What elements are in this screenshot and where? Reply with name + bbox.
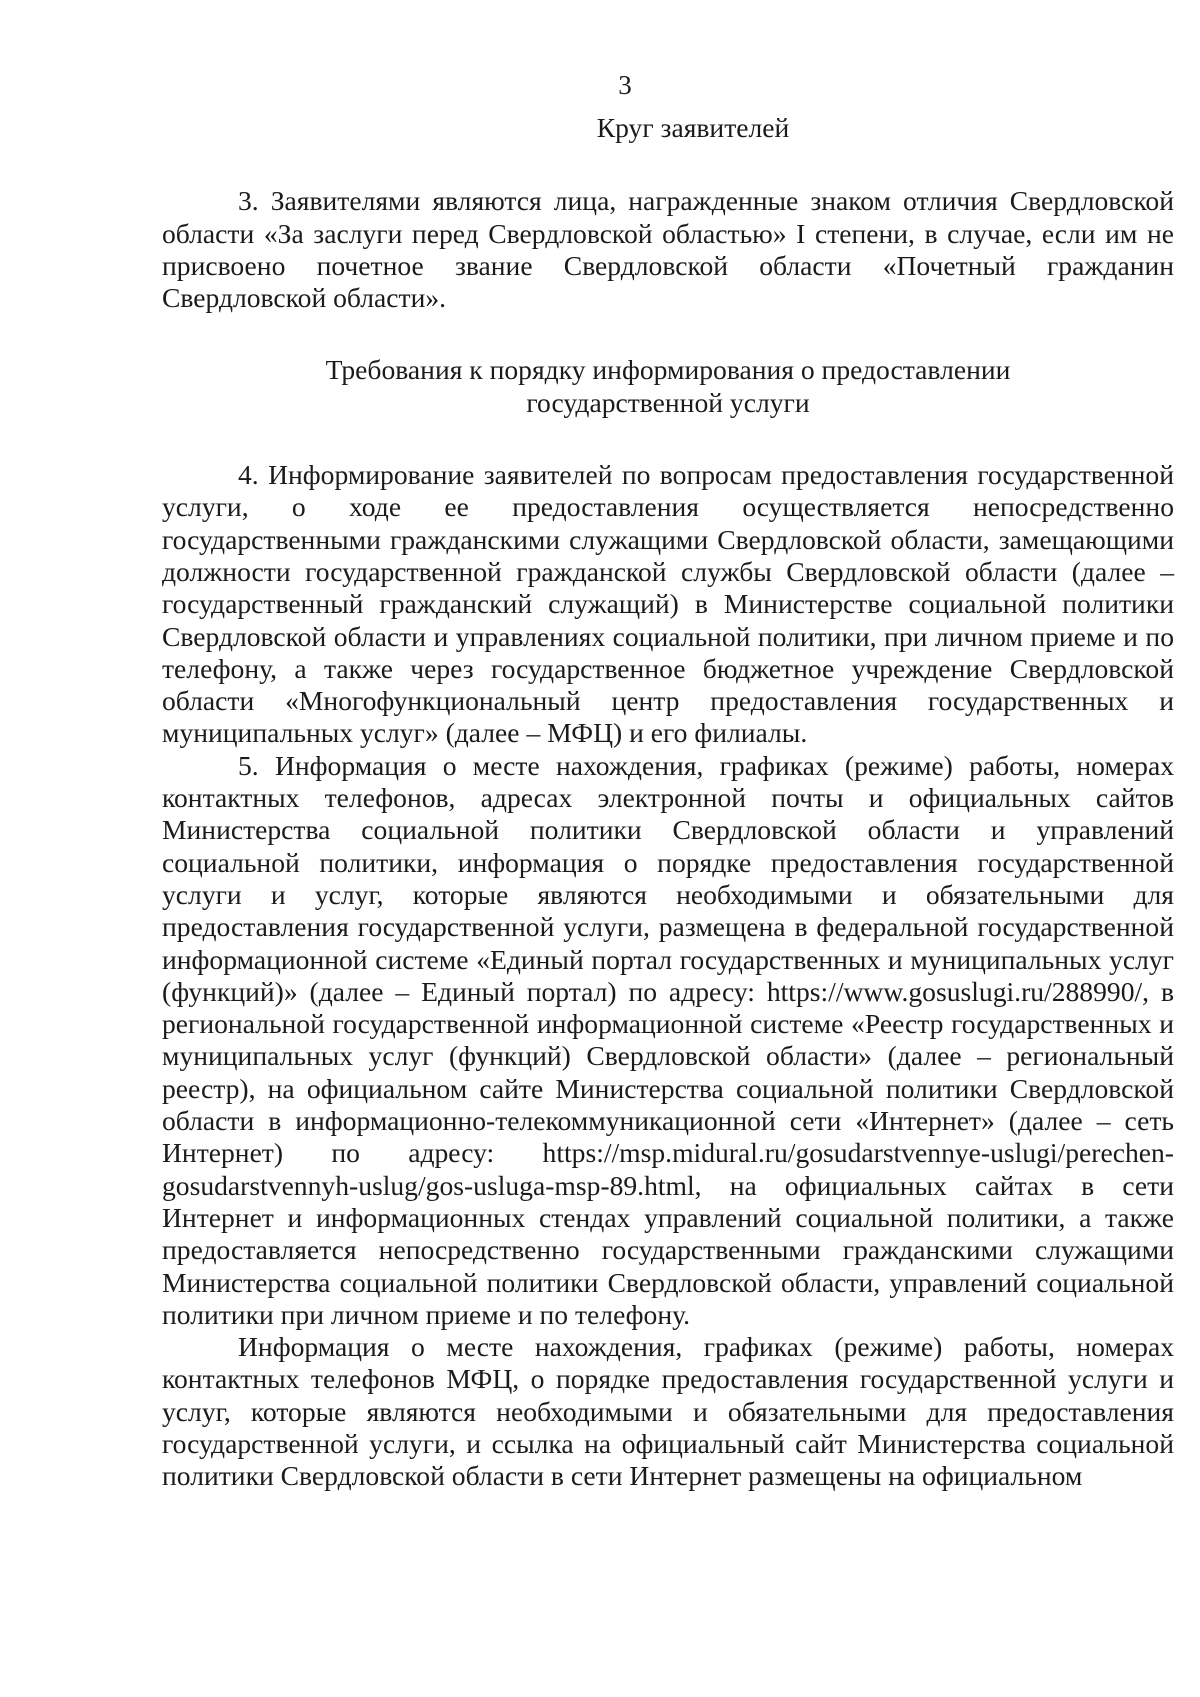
paragraph-4: 4. Информирование заявителей по вопросам предоставления государственной услуги, о ходе ее предоставления осуществляется непосредственно государственными гражданскими служащими Свердловской области, замещающими должности государственной гражданской службы Свердловской области (далее – государственный гражданский служащий) в Министерстве социальной политики Свердловской области и управлениях социальной политики, при личном приеме и по телефону, а также через государственное бюджетное учреждение Свердловской области «Многофункциональный центр предоставления государственных и муниципальных услуг» (далее – МФЦ) и его филиалы. [162,459,1174,749]
paragraph-3: 3. Заявителями являются лица, награжденные знаком отличия Свердловской области «За заслуги перед Свердловской областью» I степени, в случае, если им не присвоено почетное звание Свердловской области «Почетный гражданин Свердловской области». [162,185,1174,314]
section-heading-informing [162,354,1174,419]
paragraph-6: Информация о месте нахождения, графиках (режиме) работы, номерах контактных телефонов МФЦ, о порядке предоставления государственной услуги и услуг, которые являются необходимыми и обязательными для предоставления государственной услуги, и ссылка на официальный сайт Министерства социальной политики Свердловской области в сети Интернет размещены на официальном [162,1331,1174,1492]
paragraph-5: 5. Информация о месте нахождения, графиках (режиме) работы, номерах контактных телефонов, адресах электронной почты и официальных сайтов Министерства социальной политики Свердловской области и управлений социальной политики, информация о порядке предоставления государственной услуги и услуг, которые являются необходимыми и обязательными для предоставления государственной услуги, размещена в федеральной государственной информационной системе «Единый портал государственных и муниципальных услуг (функций)» (далее – Единый портал) по адресу: https://www.gosuslugi.ru/288990/, в региональной государственной информационной системе «Реестр государственных и муниципальных услуг (функций) Свердловской области» (далее – региональный реестр), на официальном сайте Министерства социальной политики Свердловской области в информационно-телекоммуникационной сети «Интернет» (далее – сеть Интернет) по адресу: https://msp.midural.ru/gosudarstvennye-uslugi/perechen-gosudarstvennyh-uslug/gos-usluga-msp-89.html, на официальных сайтах в сети Интернет и информационных стендах управлений социальной политики, а также предоставляется непосредственно государственными гражданскими служащими Министерства социальной политики Свердловской области, управлений социальной политики при личном приеме и по телефону. [162,749,1174,1330]
section-heading-informing-line2: государственной услуги [526,386,810,418]
section-heading-informing-line1: Требования к порядку информирования о предоставлении [325,354,1011,386]
document-body [162,112,1174,1493]
page-number: 3 [618,70,632,100]
section-heading-applicants: Круг заявителей [596,112,790,143]
